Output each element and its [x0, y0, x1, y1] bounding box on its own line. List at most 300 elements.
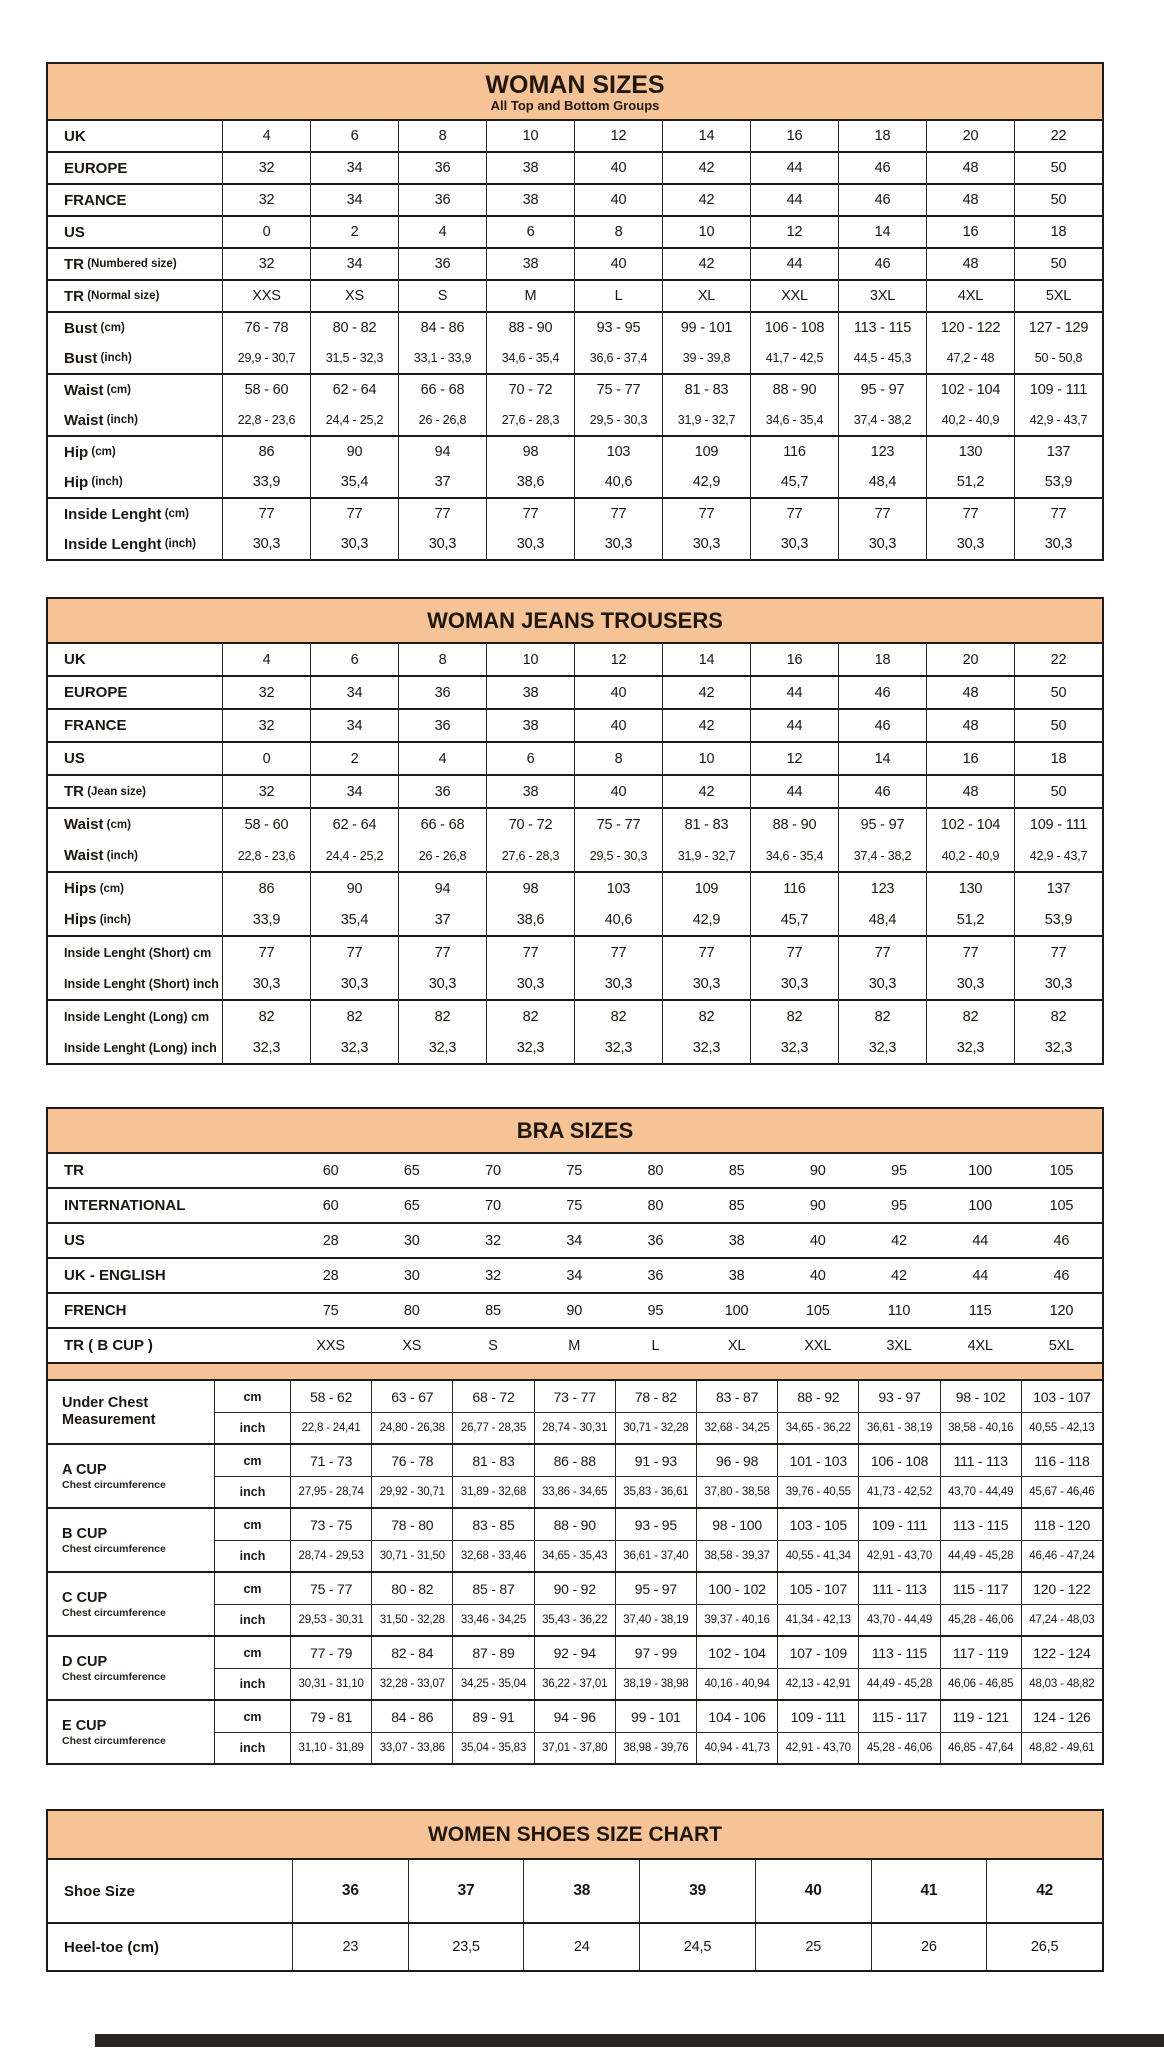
unit-cell: cm [214, 1381, 290, 1412]
size-cell: 29,9 - 30,7 [222, 343, 310, 373]
size-cell: 93 - 95 [574, 313, 662, 343]
size-cell: 75 - 77 [290, 1573, 371, 1604]
table-row [48, 343, 1102, 373]
size-cell: 38 [486, 249, 574, 279]
size-cell: 33,1 - 33,9 [398, 343, 486, 373]
size-cell: 0 [222, 743, 310, 774]
size-cell: 41 [871, 1860, 987, 1922]
size-cell: 66 - 68 [398, 809, 486, 840]
size-cell: 38 [728, 1267, 745, 1284]
size-cell: 4 [222, 644, 310, 675]
size-cell: 18 [1014, 743, 1102, 774]
size-chart-sheet [46, 0, 1104, 1972]
size-cell: 42,91 - 43,70 [777, 1732, 858, 1763]
size-cell: 85 - 87 [452, 1573, 533, 1604]
size-cell: 75 - 77 [574, 375, 662, 405]
row-label: INTERNATIONAL [64, 1197, 186, 1214]
size-cell: 16 [926, 217, 1014, 247]
size-cell: 130 [926, 873, 1014, 904]
size-cell: 36 [398, 185, 486, 215]
size-cell: 30,71 - 32,28 [615, 1412, 696, 1443]
size-cell: 31,9 - 32,7 [662, 840, 750, 871]
size-cell: 88 - 90 [534, 1509, 615, 1540]
row-group [48, 871, 1102, 935]
size-cell: 36,22 - 37,01 [534, 1668, 615, 1699]
size-cell: 38,6 [486, 467, 574, 497]
size-cell: 77 [926, 499, 1014, 529]
row-label: Inside Lenght (cm) [64, 505, 189, 523]
size-cell: 36 [647, 1232, 664, 1249]
size-cell: 77 [662, 499, 750, 529]
size-cell: 109 - 111 [1014, 809, 1102, 840]
shoes-size-body [48, 1860, 1102, 1970]
size-cell: 116 - 118 [1021, 1445, 1102, 1476]
size-cell: 34,6 - 35,4 [750, 405, 838, 435]
size-cell: 98 [486, 873, 574, 904]
size-cell: M [568, 1337, 581, 1354]
size-cell: 98 - 102 [940, 1381, 1021, 1412]
row-label: Waist (inch) [64, 847, 138, 864]
size-cell: 120 - 122 [1021, 1573, 1102, 1604]
size-cell: 102 - 104 [696, 1637, 777, 1668]
bra-section-divider [48, 1362, 1102, 1381]
cup-label: Under Chest Measurement [62, 1395, 156, 1428]
size-cell: 92 - 94 [534, 1637, 615, 1668]
size-cell: 33,86 - 34,65 [534, 1476, 615, 1507]
size-cell: 65 [403, 1162, 420, 1179]
row-group [48, 774, 1102, 807]
size-cell: 8 [398, 121, 486, 151]
row-label: UK [64, 127, 86, 145]
size-cell: 31,10 - 31,89 [290, 1732, 371, 1763]
size-cell: 105 - 107 [777, 1573, 858, 1604]
size-cell: 47,2 - 48 [926, 343, 1014, 373]
row-label: Waist (cm) [64, 381, 131, 399]
size-cell: 36 [647, 1267, 664, 1284]
size-cell: 94 [398, 873, 486, 904]
size-cell: 37 [408, 1860, 524, 1922]
row-group [48, 741, 1102, 774]
size-cell: 32,3 [310, 1032, 398, 1063]
size-cell: 34 [310, 249, 398, 279]
woman-sizes-body [48, 121, 1102, 559]
size-cell: 35,4 [310, 904, 398, 935]
size-cell: XXL [750, 281, 838, 311]
size-cell: 44 [750, 249, 838, 279]
size-cell: 39 [639, 1860, 755, 1922]
row-group [48, 1154, 1102, 1187]
size-cell: 124 - 126 [1021, 1701, 1102, 1732]
size-cell: 82 [838, 1001, 926, 1032]
size-cell: 27,95 - 28,74 [290, 1476, 371, 1507]
size-cell: 18 [838, 121, 926, 151]
size-cell: 32,68 - 34,25 [696, 1412, 777, 1443]
table-row [48, 467, 1102, 497]
size-cell: 101 - 103 [777, 1445, 858, 1476]
table-row [48, 1154, 1102, 1187]
size-cell: 123 [838, 437, 926, 467]
size-cell: 42,13 - 42,91 [777, 1668, 858, 1699]
size-cell: 32 [485, 1267, 501, 1284]
size-cell: 29,5 - 30,3 [574, 840, 662, 871]
size-cell: 70 - 72 [486, 809, 574, 840]
jeans-trousers-body [48, 644, 1102, 1063]
size-cell: 77 [1014, 937, 1102, 968]
size-cell: 30,3 [398, 529, 486, 559]
table-row [48, 281, 1102, 311]
size-cell: 77 [1014, 499, 1102, 529]
size-cell: 38,58 - 39,37 [696, 1540, 777, 1571]
size-cell: 77 [310, 499, 398, 529]
row-group [48, 1860, 1102, 1922]
size-cell: 103 [574, 873, 662, 904]
table-row [48, 840, 1102, 871]
size-cell: 38 [486, 153, 574, 183]
size-cell: 38,6 [486, 904, 574, 935]
row-label: Shoe Size [64, 1882, 135, 1900]
table-row [48, 644, 1102, 675]
size-cell: 48,4 [838, 467, 926, 497]
row-group [48, 183, 1102, 215]
size-cell: 24,80 - 26,38 [371, 1412, 452, 1443]
size-cell: 109 - 111 [858, 1509, 939, 1540]
size-cell: 62 - 64 [310, 375, 398, 405]
size-cell: 24,4 - 25,2 [310, 840, 398, 871]
unit-cell: cm [214, 1637, 290, 1668]
size-cell: 115 [968, 1302, 992, 1319]
row-group [48, 708, 1102, 741]
size-cell: 80 - 82 [310, 313, 398, 343]
cup-row-group [48, 1507, 1102, 1571]
row-label: TR (Jean size) [64, 783, 146, 800]
size-cell: 83 - 85 [452, 1509, 533, 1540]
size-cell: 2 [310, 217, 398, 247]
size-cell: 75 [566, 1162, 583, 1179]
size-cell: 44 [750, 776, 838, 807]
size-cell: 107 - 109 [777, 1637, 858, 1668]
size-cell: 45,67 - 46,46 [1021, 1476, 1102, 1507]
size-cell: 42 [662, 249, 750, 279]
size-cell: 90 [566, 1302, 583, 1319]
size-cell: 46 [838, 776, 926, 807]
row-group [48, 999, 1102, 1063]
size-cell: 48 [926, 710, 1014, 741]
size-cell: 87 - 89 [452, 1637, 533, 1668]
size-cell: 96 - 98 [696, 1445, 777, 1476]
size-cell: 10 [486, 121, 574, 151]
row-group [48, 807, 1102, 871]
cup-label: C CUP Chest circumference [62, 1589, 166, 1619]
size-cell: 73 - 75 [290, 1509, 371, 1540]
row-label: Heel-toe (cm) [64, 1938, 160, 1956]
size-cell: 77 [486, 937, 574, 968]
size-cell: 42,9 - 43,7 [1014, 840, 1102, 871]
size-cell: 82 [398, 1001, 486, 1032]
size-cell: 82 [574, 1001, 662, 1032]
size-cell: 93 - 95 [615, 1509, 696, 1540]
table-row [48, 1189, 1102, 1222]
size-cell: 77 [750, 937, 838, 968]
size-cell: 8 [574, 217, 662, 247]
size-cell: 80 [647, 1162, 664, 1179]
size-cell: XS [310, 281, 398, 311]
size-cell: 109 - 111 [777, 1701, 858, 1732]
size-cell: 109 - 111 [1014, 375, 1102, 405]
size-cell: 37,4 - 38,2 [838, 840, 926, 871]
size-cell: 42 [891, 1232, 907, 1249]
size-cell: 137 [1014, 437, 1102, 467]
row-label: UK [64, 651, 86, 668]
size-cell: 36 [398, 249, 486, 279]
size-cell: 77 - 79 [290, 1637, 371, 1668]
size-cell: 46 [838, 153, 926, 183]
size-cell: 24,4 - 25,2 [310, 405, 398, 435]
size-cell: 40 [574, 153, 662, 183]
size-cell: 32,3 [662, 1032, 750, 1063]
size-cell: 48 [926, 776, 1014, 807]
size-cell: 42 [662, 153, 750, 183]
size-cell: 86 [222, 437, 310, 467]
size-cell: 42 [662, 677, 750, 708]
size-cell: 16 [750, 121, 838, 151]
size-cell: 37,80 - 38,58 [696, 1476, 777, 1507]
size-cell: 30,3 [574, 529, 662, 559]
size-cell: 70 - 72 [486, 375, 574, 405]
size-cell: 89 - 91 [452, 1701, 533, 1732]
size-cell: 78 - 80 [371, 1509, 452, 1540]
size-cell: 80 - 82 [371, 1573, 452, 1604]
size-cell: 37,01 - 37,80 [534, 1732, 615, 1763]
row-label: Waist (inch) [64, 411, 138, 429]
size-cell: 32,3 [222, 1032, 310, 1063]
size-cell: 46,85 - 47,64 [940, 1732, 1021, 1763]
bra-sizes-table [46, 1107, 1104, 1765]
row-group [48, 497, 1102, 559]
size-cell: 60 [322, 1162, 339, 1179]
size-cell: 44,49 - 45,28 [858, 1668, 939, 1699]
size-cell: 4XL [967, 1337, 993, 1354]
size-cell: 99 - 101 [662, 313, 750, 343]
row-label: US [64, 223, 85, 241]
row-label: Inside Lenght (Long) inch [64, 1040, 217, 1055]
size-cell: 44 [972, 1232, 989, 1249]
size-cell: 35,4 [310, 467, 398, 497]
size-cell: 113 - 115 [858, 1637, 939, 1668]
size-cell: 65 [403, 1197, 420, 1214]
size-cell: 58 - 60 [222, 375, 310, 405]
size-cell: 98 [486, 437, 574, 467]
table-row [48, 313, 1102, 343]
bra-sizes-header [48, 1109, 1102, 1154]
unit-cell: cm [214, 1509, 290, 1540]
size-cell: 102 - 104 [926, 809, 1014, 840]
size-cell: 10 [486, 644, 574, 675]
size-cell: 39,37 - 40,16 [696, 1604, 777, 1635]
size-cell: 48 [926, 153, 1014, 183]
size-cell: 100 [968, 1162, 992, 1179]
size-cell: 46 [1053, 1232, 1070, 1249]
row-label: Bust (cm) [64, 319, 125, 337]
size-cell: 102 - 104 [926, 375, 1014, 405]
row-label: FRANCE [64, 717, 127, 734]
size-cell: 40 [809, 1267, 826, 1284]
size-cell: 36 [398, 677, 486, 708]
size-cell: 36,6 - 37,4 [574, 343, 662, 373]
size-cell: L [651, 1337, 660, 1354]
row-group [48, 935, 1102, 999]
size-cell: 86 [222, 873, 310, 904]
size-cell: 5XL [1014, 281, 1102, 311]
size-cell: 88 - 90 [750, 809, 838, 840]
size-cell: 41,73 - 42,52 [858, 1476, 939, 1507]
row-label: Inside Lenght (Short) cm [64, 945, 212, 960]
cup-row-group [48, 1381, 1102, 1443]
jeans-trousers-table [46, 597, 1104, 1065]
size-cell: 32 [222, 710, 310, 741]
size-cell: 48,4 [838, 904, 926, 935]
size-cell: 30,71 - 31,50 [371, 1540, 452, 1571]
size-cell: XXL [804, 1337, 832, 1354]
table-row [48, 153, 1102, 183]
size-cell: S [398, 281, 486, 311]
size-cell: 12 [574, 644, 662, 675]
size-cell: 26,5 [986, 1924, 1102, 1970]
size-cell: 34 [310, 185, 398, 215]
size-cell: 42 [662, 710, 750, 741]
size-cell: 46 [838, 710, 926, 741]
row-label: Bust (inch) [64, 349, 132, 367]
size-cell: 77 [662, 937, 750, 968]
size-cell: 110 [887, 1302, 911, 1319]
size-cell: 32,3 [574, 1032, 662, 1063]
size-cell: 116 [750, 437, 838, 467]
size-cell: 32 [222, 677, 310, 708]
size-cell: 77 [222, 937, 310, 968]
size-cell: 123 [838, 873, 926, 904]
size-cell: 41,7 - 42,5 [750, 343, 838, 373]
size-cell: 30,3 [398, 968, 486, 999]
size-cell: 24,5 [639, 1924, 755, 1970]
size-cell: 12 [750, 217, 838, 247]
row-group [48, 247, 1102, 279]
size-cell: 40,55 - 42,13 [1021, 1412, 1102, 1443]
size-cell: 105 [805, 1302, 830, 1319]
jeans-trousers-title: WOMAN JEANS TROUSERS [427, 608, 723, 633]
size-cell: 0 [222, 217, 310, 247]
size-cell: 42 [662, 185, 750, 215]
size-cell: 29,5 - 30,3 [574, 405, 662, 435]
size-cell: 30,31 - 31,10 [290, 1668, 371, 1699]
table-row [48, 937, 1102, 968]
size-cell: 24 [523, 1924, 639, 1970]
size-cell: 25 [755, 1924, 871, 1970]
size-cell: 32,3 [838, 1032, 926, 1063]
size-cell: 37 [398, 467, 486, 497]
size-cell: 73 - 77 [534, 1381, 615, 1412]
size-cell: 34,6 - 35,4 [486, 343, 574, 373]
table-row [48, 405, 1102, 435]
size-cell: 30,3 [926, 529, 1014, 559]
cutoff-footer-bar [95, 2034, 1164, 2047]
size-cell: S [488, 1337, 498, 1354]
size-cell: 117 - 119 [940, 1637, 1021, 1668]
size-cell: XL [662, 281, 750, 311]
size-cell: 78 - 82 [615, 1381, 696, 1412]
cup-label: B CUP Chest circumference [62, 1525, 166, 1555]
row-label: Inside Lenght (inch) [64, 535, 196, 553]
size-cell: 26,77 - 28,35 [452, 1412, 533, 1443]
table-row [48, 185, 1102, 215]
row-group [48, 121, 1102, 151]
size-cell: 22,8 - 24,41 [290, 1412, 371, 1443]
size-cell: 77 [838, 499, 926, 529]
table-row [48, 968, 1102, 999]
size-cell: 40 [755, 1860, 871, 1922]
size-cell: 81 - 83 [452, 1445, 533, 1476]
size-cell: 105 [1049, 1162, 1074, 1179]
size-cell: 42,9 [662, 904, 750, 935]
row-label: EUROPE [64, 159, 128, 177]
size-cell: 83 - 87 [696, 1381, 777, 1412]
size-cell: 42 [891, 1267, 907, 1284]
row-label: Inside Lenght (Long) cm [64, 1009, 210, 1024]
size-cell: 8 [574, 743, 662, 774]
size-cell: 20 [926, 644, 1014, 675]
size-cell: 70 [485, 1197, 501, 1214]
size-cell: 116 [750, 873, 838, 904]
size-cell: 14 [662, 121, 750, 151]
size-cell: 115 - 117 [858, 1701, 939, 1732]
size-cell: 50 [1014, 185, 1102, 215]
size-cell: 82 [750, 1001, 838, 1032]
size-cell: 77 [222, 499, 310, 529]
size-cell: 23,5 [408, 1924, 524, 1970]
size-cell: 40 [809, 1232, 826, 1249]
size-cell: 106 - 108 [858, 1445, 939, 1476]
size-cell: 33,9 [222, 467, 310, 497]
size-cell: 5XL [1048, 1337, 1074, 1354]
size-cell: 2 [310, 743, 398, 774]
table-row [48, 121, 1102, 151]
size-cell: 4 [222, 121, 310, 151]
size-cell: 111 - 113 [858, 1573, 939, 1604]
size-cell: 137 [1014, 873, 1102, 904]
size-cell: 34,6 - 35,4 [750, 840, 838, 871]
unit-cell: inch [214, 1604, 290, 1635]
table-row [48, 1294, 1102, 1327]
row-label: FRANCE [64, 191, 127, 209]
size-cell: 43,70 - 44,49 [858, 1604, 939, 1635]
size-cell: 26 - 26,8 [398, 840, 486, 871]
cup-row-group [48, 1699, 1102, 1763]
size-cell: 28,74 - 29,53 [290, 1540, 371, 1571]
size-cell: 39 - 39,8 [662, 343, 750, 373]
table-row [48, 249, 1102, 279]
size-cell: 34 [566, 1267, 583, 1284]
size-cell: 45,7 [750, 467, 838, 497]
size-cell: 84 - 86 [371, 1701, 452, 1732]
size-cell: 18 [838, 644, 926, 675]
woman-sizes-table [46, 62, 1104, 561]
size-cell: 46 [838, 677, 926, 708]
size-cell: 20 [926, 121, 1014, 151]
row-group [48, 215, 1102, 247]
size-cell: 109 [662, 873, 750, 904]
bra-cup-body [48, 1381, 1102, 1763]
table-row [48, 437, 1102, 467]
size-cell: 44 [750, 185, 838, 215]
size-cell: 58 - 62 [290, 1381, 371, 1412]
